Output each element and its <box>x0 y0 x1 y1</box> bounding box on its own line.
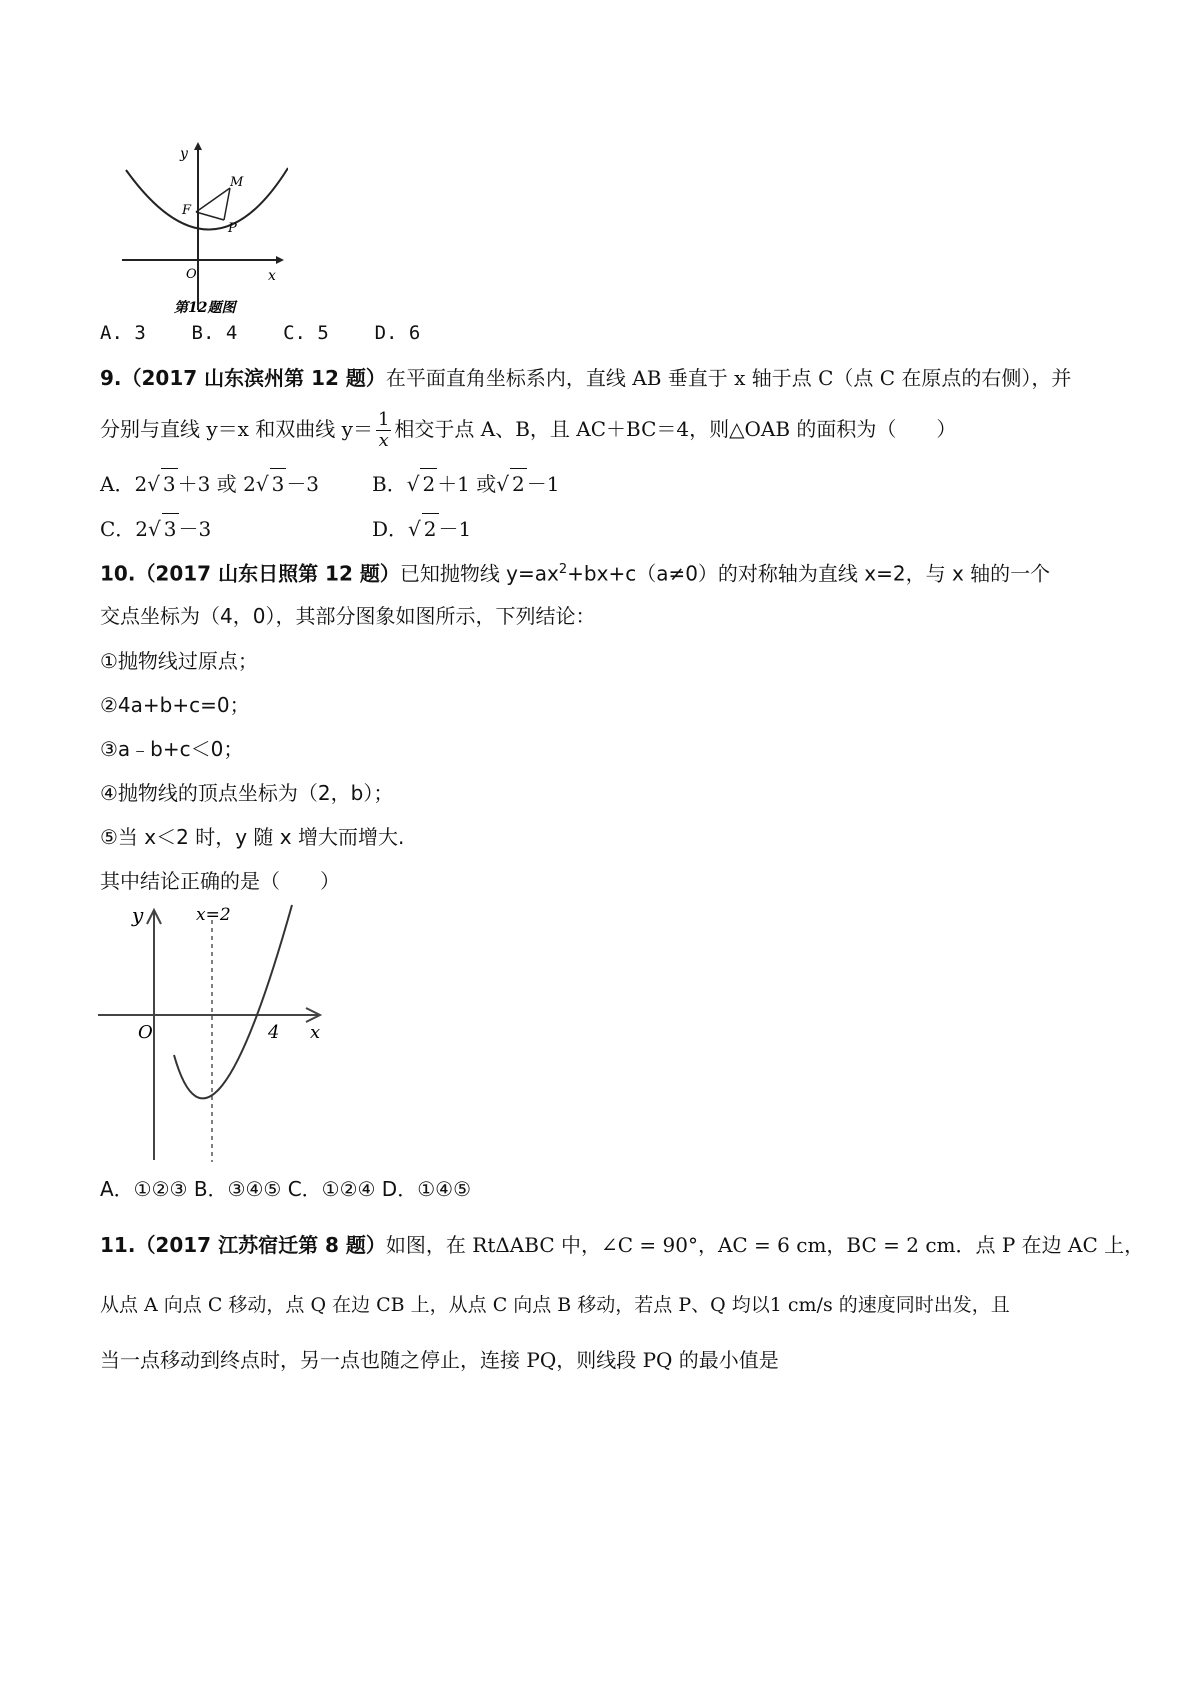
q10-item-3: ③a﹣b+c＜0； <box>100 737 244 761</box>
fig12-y-label: y <box>180 146 188 162</box>
q8-option-d: D. 6 <box>374 322 421 344</box>
fraction-denominator: x <box>378 430 389 451</box>
q10-item-2: ②4a+b+c=0； <box>100 693 250 717</box>
radicand: 2 <box>510 468 527 499</box>
q10-text-line1a: 已知抛物线 y=ax <box>399 561 559 586</box>
q10-item-5: ⑤当 x＜2 时，y 随 x 增大而增大. <box>100 825 405 849</box>
q8-options <box>100 318 420 348</box>
parabola-figure-12 <box>118 140 288 320</box>
fig12-caption: 第12题图 <box>174 300 236 316</box>
q9-option-a: A．2√ 3 ＋3 或 2√ 3 －3 <box>100 468 319 499</box>
q9-optc-post: －3 <box>178 517 212 541</box>
q10fig-x-label: x <box>310 1022 321 1043</box>
q9-optb-post: －1 <box>526 472 560 496</box>
radicand: 3 <box>270 468 287 499</box>
q9-optd-post: －1 <box>438 517 472 541</box>
q9-optd-pre: D． <box>372 517 409 541</box>
q10-source: （2017 山东日照第 12 题） <box>135 561 400 586</box>
q9-line2 <box>100 410 956 451</box>
radicand: 2 <box>420 468 437 499</box>
q11-line2: 从点 A 向点 C 移动，点 Q 在边 CB 上，从点 C 向点 B 移动，若点 P、Q 均以1 cm/s 的速度同时出发，且 <box>100 1294 1010 1316</box>
fig12-f-label: F <box>182 203 192 218</box>
q11-text-line1: 如图，在 RtΔABC 中，∠C = 90°，AC = 6 cm，BC = 2 cm．点 P 在边 AC 上， <box>385 1233 1145 1257</box>
fig12-x-label: x <box>268 268 276 284</box>
q10fig-axis-label: x=2 <box>196 905 231 925</box>
q8-option-a: A. 3 <box>100 322 146 344</box>
exponent: 2 <box>558 562 568 577</box>
q11-number: 11. <box>100 1233 136 1257</box>
q9-number: 9. <box>100 366 122 390</box>
q9-optc-pre: C．2 <box>100 517 149 541</box>
q9-opta-pre: A．2 <box>100 472 148 496</box>
fig12-m-label: M <box>230 175 244 190</box>
q9-option-b: B．√ 2 ＋1 或√ 2 －1 <box>372 468 560 499</box>
q9-option-d: D．√ 2 －1 <box>372 513 471 544</box>
q10fig-four-label: 4 <box>268 1022 280 1043</box>
q9-text-line2b: 相交于点 A、B，且 AC＋BC＝4，则△OAB 的面积为（ ） <box>394 417 957 441</box>
radicand: 3 <box>161 468 178 499</box>
q11-line1 <box>100 1230 1144 1260</box>
q10-question: 其中结论正确的是（ ） <box>100 869 340 893</box>
q10fig-y-label: y <box>132 903 144 927</box>
q10fig-o-label: O <box>138 1022 153 1043</box>
radicand: 2 <box>422 513 439 544</box>
q10-number: 10. <box>100 561 136 586</box>
q8-option-b: B. 4 <box>191 322 238 344</box>
radicand: 3 <box>162 513 179 544</box>
q9-opta-mid: ＋3 或 2 <box>177 472 256 496</box>
q10-text-line1b: +bx+c（a≠0）的对称轴为直线 x=2，与 x 轴的一个 <box>567 561 1051 586</box>
fraction-numerator: 1 <box>377 409 390 430</box>
q8-option-c: C. 5 <box>283 322 329 344</box>
q11-line3: 当一点移动到终点时，另一点也随之停止，连接 PQ，则线段 PQ 的最小值是 <box>100 1348 779 1372</box>
q9-option-c: C．2√ 3 －3 <box>100 513 211 544</box>
q11-source: （2017 江苏宿迁第 8 题） <box>135 1233 386 1257</box>
q9-optb-pre: B． <box>372 472 407 496</box>
q10-item-4: ④抛物线的顶点坐标为（2，b）； <box>100 781 394 805</box>
q9-opta-post: －3 <box>286 472 320 496</box>
parabola-figure-q10 <box>96 900 336 1162</box>
q9-line1 <box>100 363 1071 393</box>
q10-line2: 交点坐标为（4，0），其部分图象如图所示，下列结论： <box>100 604 596 628</box>
q10-item-1: ①抛物线过原点； <box>100 649 258 673</box>
q10-options: A．①②③ B．③④⑤ C．①②④ D．①④⑤ <box>100 1177 471 1201</box>
q10-line1 <box>100 555 1050 589</box>
q9-optb-mid: ＋1 或 <box>437 472 497 496</box>
q9-text-line2a: 分别与直线 y＝x 和双曲线 y＝ <box>100 417 373 441</box>
q9-source: （2017 山东滨州第 12 题） <box>121 366 386 390</box>
q9-text-line1: 在平面直角坐标系内，直线 AB 垂直于 x 轴于点 C（点 C 在原点的右侧），并 <box>385 366 1072 390</box>
fig12-o-label: O <box>186 267 197 282</box>
fig12-p-label: P <box>228 221 237 236</box>
fraction-1-over-x <box>376 410 391 451</box>
